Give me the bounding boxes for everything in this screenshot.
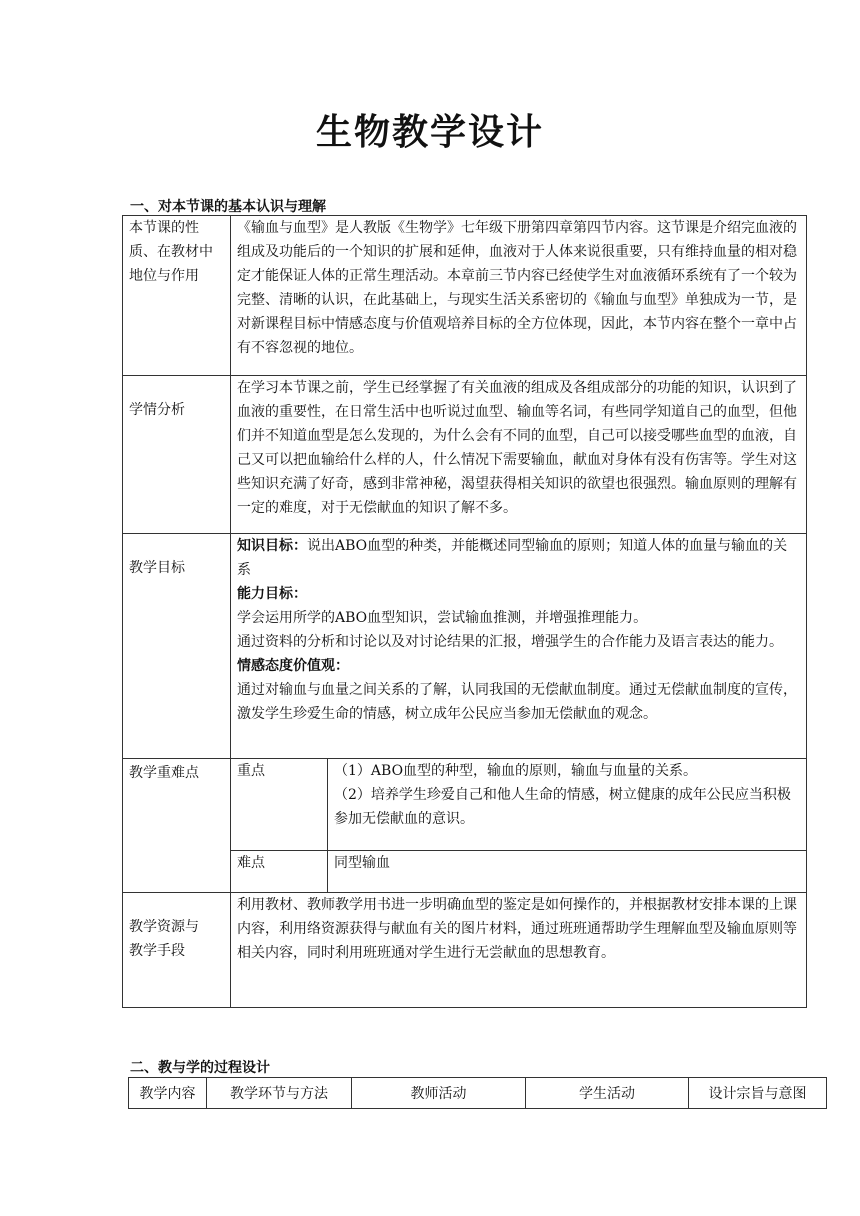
resources-text: 利用教材、教师教学用书进一步明确血型的鉴定是如何操作的，并根据教材安排本课的上课内容，利用络资源获得与献血有关的图片材料，通过班班通帮助学生理解血型及输血原则等相关内容，同时利用班班通对学生进行无尝献血的思想教育。 <box>231 893 807 1008</box>
row-position <box>123 216 807 376</box>
focus-label: 重点 <box>231 759 328 851</box>
row-resources <box>123 893 807 1008</box>
label-line: 本节课的性 <box>129 220 199 236</box>
column-header: 教学环节与方法 <box>207 1078 352 1109</box>
knowledge-goal-label: 知识目标： <box>237 538 307 554</box>
students-text: 在学习本节课之前，学生已经掌握了有关血液的组成及各组成部分的功能的知识，认识到了血液的重要性，在日常生活中也听说过血型、输血等名词，有些同学知道自己的血型，但他们并不知道血型是怎么发现的，为什么会有不同的血型，自己可以接受哪些血型的血液，自己又可以把血输给什么样的人，什么情况下需要输血，献血对身体有没有伤害等。学生对这些知识充满了好奇，感到非常神秘，渴望获得相关知识的欲望也很强烈。输血原则的理解有一定的难度，对于无偿献血的知识了解不多。 <box>231 376 807 534</box>
focus-line-1: （1）ABO血型的种型，输血的原则，输血与血量的关系。 <box>334 763 698 779</box>
row-label-students: 学情分析 <box>123 376 231 534</box>
knowledge-goal <box>237 534 800 582</box>
row-key-focus <box>123 759 807 851</box>
basic-understanding-table <box>122 215 807 1008</box>
label-line: 地位与作用 <box>129 268 199 284</box>
emotion-goal-label: 情感态度价值观： <box>237 658 349 674</box>
column-header: 教师活动 <box>352 1078 526 1109</box>
goals-cell <box>231 534 807 759</box>
row-label-resources <box>123 893 231 1008</box>
row-label-goals: 教学目标 <box>123 534 231 759</box>
label-line: 教学资源与 <box>129 919 199 935</box>
section-heading-2: 二、教与学的过程设计 <box>130 1060 270 1076</box>
ability-goal-line-2: 通过资料的分析和讨论以及对讨论结果的汇报，增强学生的合作能力及语言表达的能力。 <box>237 634 783 650</box>
process-header-row <box>129 1078 827 1109</box>
difficulty-label: 难点 <box>231 851 328 893</box>
row-goals <box>123 534 807 759</box>
section-heading-1: 一、对本节课的基本认识与理解 <box>130 199 326 215</box>
knowledge-goal-text: 说出ABO血型的种类，并能概述同型输血的原则；知道人体的血量与输血的关系 <box>237 538 788 578</box>
column-header: 学生活动 <box>526 1078 689 1109</box>
process-table <box>128 1077 827 1109</box>
emotion-goal-text: 通过对输血与血量之间关系的了解，认同我国的无偿献血制度。通过无偿献血制度的宣传，激发学生珍爱生命的情感，树立成年公民应当参加无偿献血的观念。 <box>237 682 797 722</box>
column-header: 设计宗旨与意图 <box>689 1078 827 1109</box>
difficulty-text: 同型输血 <box>328 851 807 893</box>
row-label-key: 教学重难点 <box>123 759 231 893</box>
focus-line-2: （2）培养学生珍爱自己和他人生命的情感，树立健康的成年公民应当积极参加无偿献血的意识。 <box>334 787 791 827</box>
ability-goal-label: 能力目标： <box>237 586 307 602</box>
label-line: 教学手段 <box>129 943 185 959</box>
row-students <box>123 376 807 534</box>
column-header: 教学内容 <box>129 1078 207 1109</box>
ability-goal-line-1: 学会运用所学的ABO血型知识，尝试输血推测，并增强推理能力。 <box>237 610 648 626</box>
row-label-position <box>123 216 231 376</box>
document-title: 生物教学设计 <box>315 112 544 153</box>
position-text: 《输血与血型》是人教版《生物学》七年级下册第四章第四节内容。这节课是介绍完血液的组成及功能后的一个知识的扩展和延伸，血液对于人体来说很重要，只有维持血量的相对稳定才能保证人体的正常生理活动。本章前三节内容已经使学生对血液循环系统有了一个较为完整、清晰的认识，在此基础上，与现实生活关系密切的《输血与血型》单独成为一节，是对新课程目标中情感态度与价值观培养目标的全方位体现，因此，本节内容在整个一章中占有不容忽视的地位。 <box>231 216 807 376</box>
label-line: 质、在教材中 <box>129 244 213 260</box>
focus-cell <box>328 759 807 851</box>
